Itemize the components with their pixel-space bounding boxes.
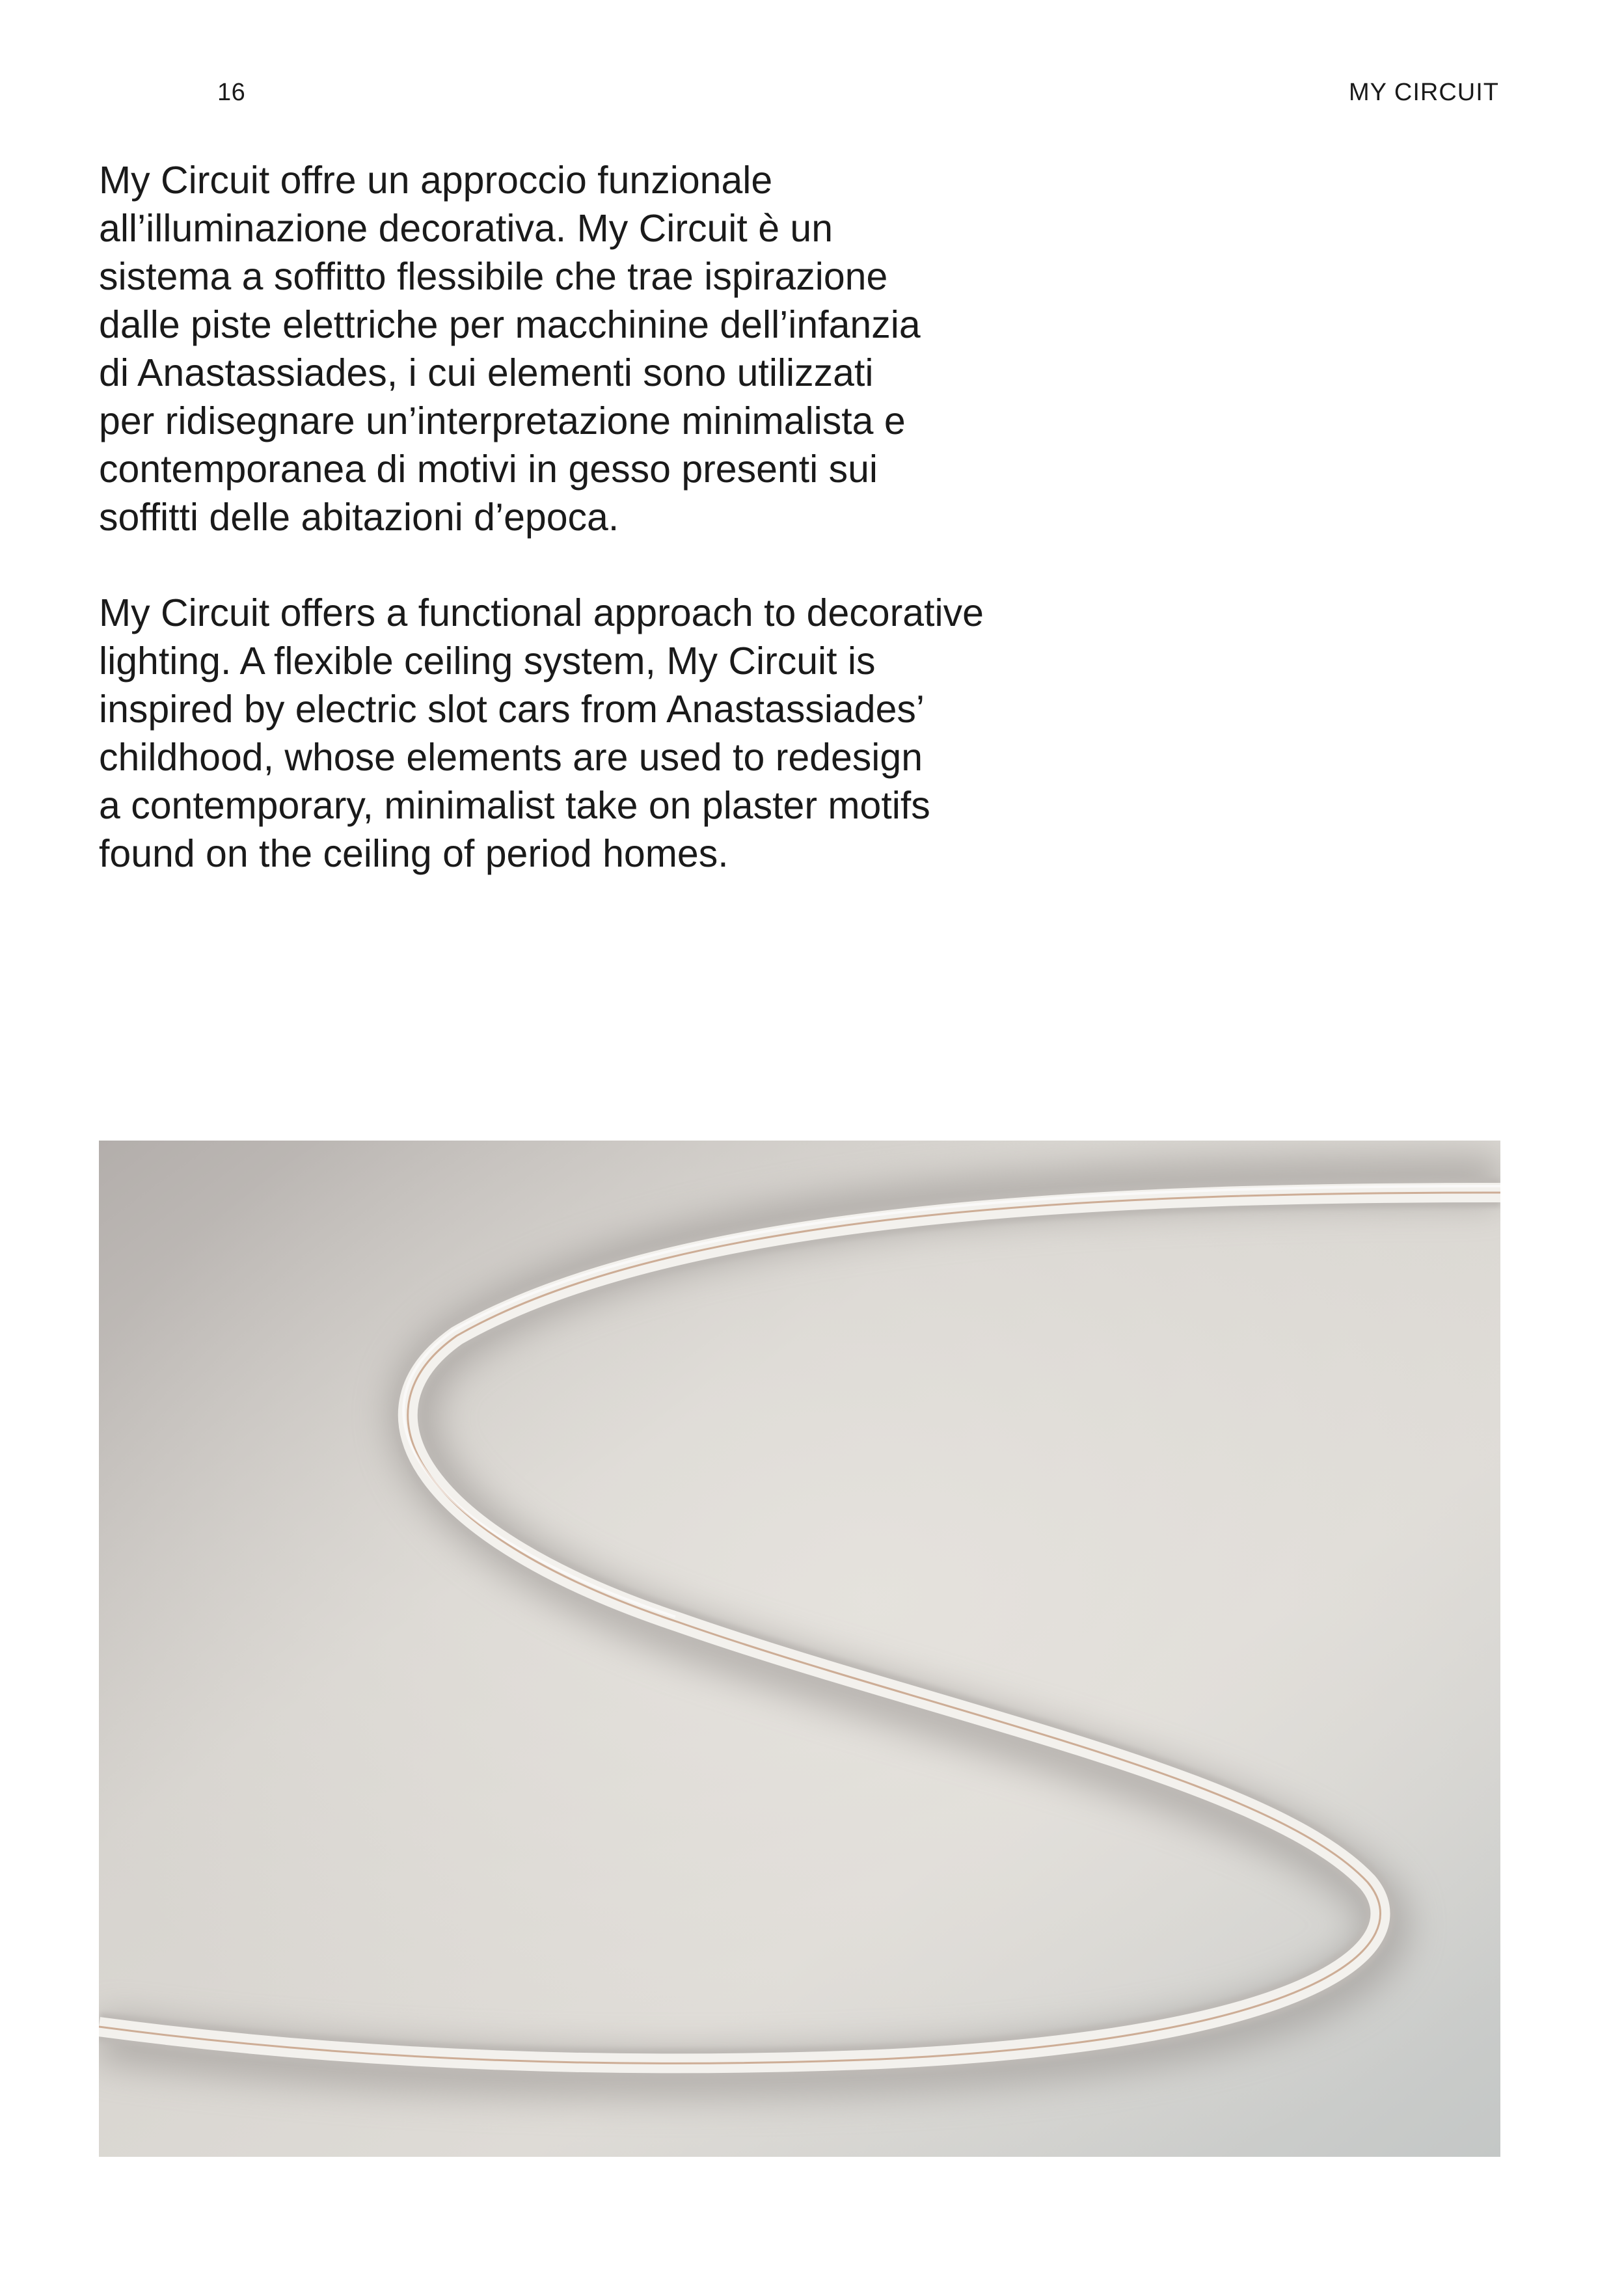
paragraph-italian: My Circuit offre un approccio funzionale all’illuminazione decorativa. My Circuit è un sistema a soffitto flessibile che trae ispirazione dalle piste elettriche per macchinine dell’infanzia di Anastassiades, i cui elementi sono utilizzati per ridisegnare un’interpretazione minimalista e contemporanea di motivi in gesso presenti sui soffitti delle abitazioni d’epoca.: [99, 159, 921, 539]
page-number: 16: [217, 79, 246, 106]
ceiling-track-image: [99, 1141, 1500, 2157]
paragraph-english: My Circuit offers a functional approach to decorative lighting. A flexible ceiling system, My Circuit is inspired by electric slot cars from Anastassiades’ childhood, whose elements are used to redesign a contemporary, minimalist take on plaster motifs found on the ceiling of period homes.: [99, 591, 984, 875]
running-title: MY CIRCUIT: [1349, 79, 1499, 106]
product-photo: [99, 1141, 1500, 2157]
